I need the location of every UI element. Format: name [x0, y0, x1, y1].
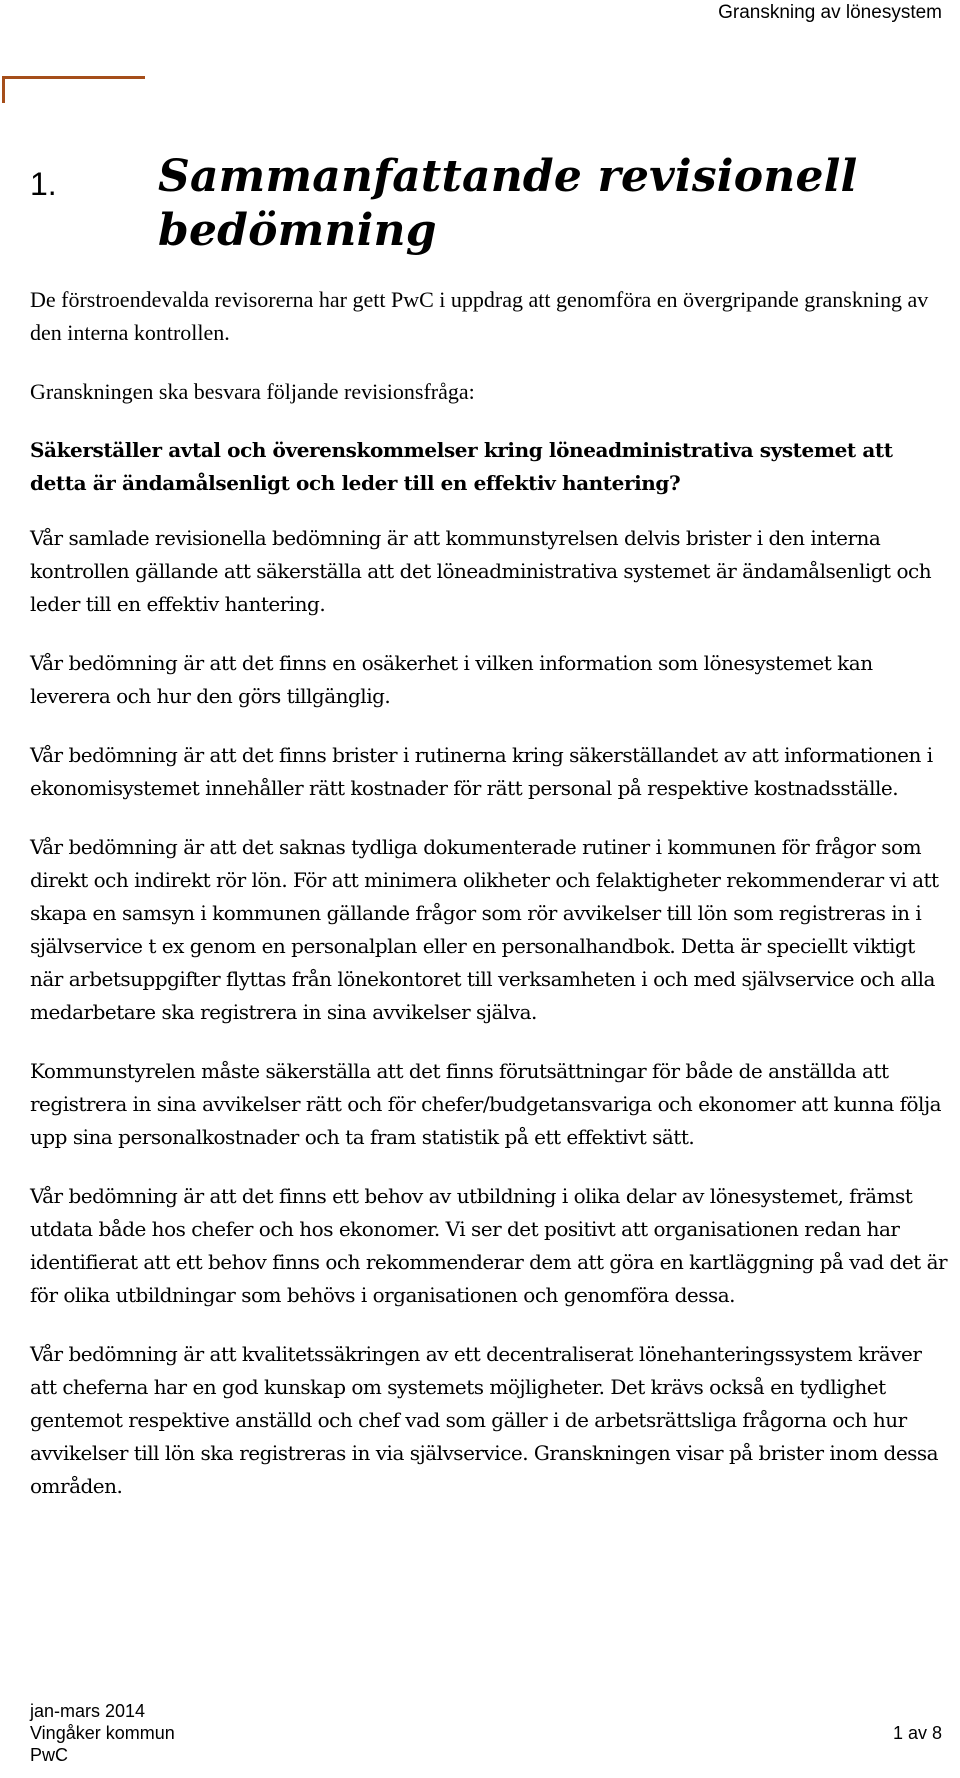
paragraph-question-lead: Granskningen ska besvara följande revisionsfråga:	[30, 379, 475, 404]
paragraph-assessment-training: Vår bedömning är att det finns ett behov av utbildning i olika delar av lönesystemet, främst utdata både hos chefer och hos ekonomer. Vi ser det positivt att organisationen redan har identifierat att ett behov finns och rekommenderar dem att göra en kartläggning på vad det är för olika utbildningar som behövs i organisationen och genomföra dessa.	[30, 1184, 948, 1307]
page-footer	[30, 1700, 942, 1766]
audit-question: Säkerställer avtal och överenskommelser kring löneadministrativa systemet att detta är ändamålsenligt och leder till en effektiv hantering?	[30, 438, 893, 495]
footer-organization: Vingåker kommun	[30, 1723, 175, 1743]
footer-date: jan-mars 2014	[30, 1701, 146, 1721]
paragraph-intro: De förstroendevalda revisorerna har gett PwC i uppdrag att genomföra en övergripande granskning av den interna kontrollen.	[30, 287, 929, 345]
paragraph-assessment-routines: Vår bedömning är att det finns brister i rutinerna kring säkerställandet av att informationen i ekonomisystemet innehåller rätt kostnader för rätt personal på respektive kostnadsställe.	[30, 743, 933, 800]
paragraph-assessment-quality: Vår bedömning är att kvalitetssäkringen av ett decentraliserat lönehanteringssystem kräver att cheferna har en god kunskap om systemets möjligheter. Det krävs också en tydlighet gentemot respektive anställd och chef vad som gäller i de arbetsrättsliga frågorna och hur avvikelser till lön ska registreras in via självservice. Granskningen visar på brister inom dessa områden.	[30, 1342, 939, 1498]
section-number: 1.	[30, 166, 57, 202]
body-text	[30, 283, 950, 1529]
running-header: Granskning av lönesystem	[718, 2, 942, 23]
section-title: Sammanfattande revisionell bedömning	[158, 151, 858, 256]
paragraph-overall-assessment: Vår samlade revisionella bedömning är att kommunstyrelsen delvis brister i den interna kontrollen gällande att säkerställa att det löneadministrativa systemet är ändamålsenligt och leder till en effektiv hantering.	[30, 526, 932, 616]
footer-author: PwC	[30, 1745, 69, 1765]
corner-rule	[2, 76, 145, 103]
paragraph-assessment-information: Vår bedömning är att det finns en osäkerhet i vilken information som lönesystemet kan leverera och hur den görs tillgänglig.	[30, 651, 873, 708]
page-number: 1 av 8	[892, 1723, 942, 1743]
paragraph-prerequisites: Kommunstyrelen måste säkerställa att det finns förutsättningar för både de anställda att registrera in sina avvikelser rätt och för chefer/budgetansvariga och ekonomer att kunna följa upp sina personalkostnader och ta fram statistik på ett effektivt sätt.	[30, 1059, 942, 1149]
paragraph-assessment-documentation: Vår bedömning är att det saknas tydliga dokumenterade rutiner i kommunen för frågor som direkt och indirekt rör lön. För att minimera olikheter och felaktigheter rekommenderar vi att skapa en samsyn i kommunen gällande frågor som rör avvikelser till lön som registreras in i självservice t ex genom en personalplan eller en personalhandbok. Detta är speciellt viktigt när arbetsuppgifter flyttas från lönekontoret till verksamheten i och med självservice och alla medarbetare ska registrera in sina avvikelser själva.	[30, 835, 939, 1024]
